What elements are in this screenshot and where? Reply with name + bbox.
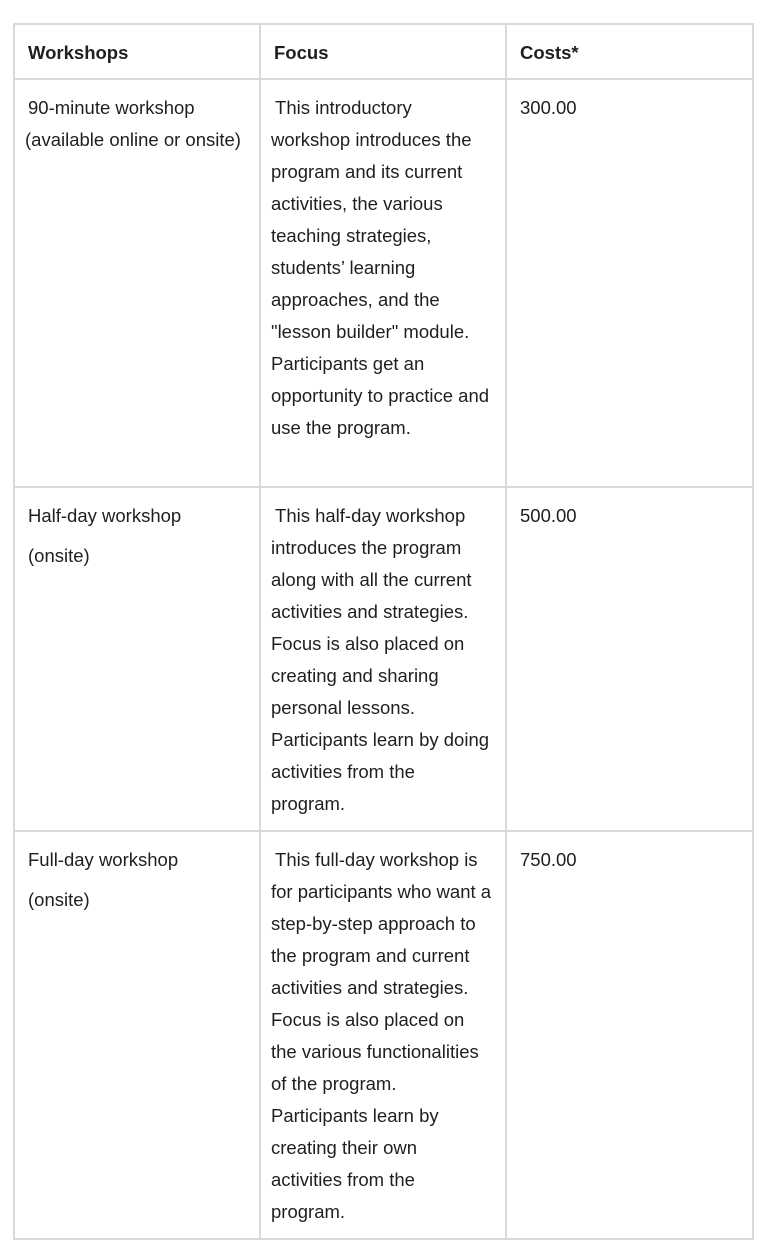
cost-value: 500.00: [520, 505, 577, 526]
cost-cell: [506, 831, 753, 1239]
focus-cell: [260, 831, 506, 1239]
workshop-name: Full-day workshop: [28, 849, 179, 870]
table-header-row: [14, 24, 753, 79]
focus-description: This full-day workshop is for participants who want a step-by-step approach to the program and current activities and strategies. Focus is also placed on the various functionalities of the program. Participants learn by creating their own activities from the program.: [271, 849, 492, 1222]
cost-cell: [506, 79, 753, 487]
header-costs: Costs*: [506, 24, 753, 79]
header-workshops: Workshops: [14, 24, 260, 79]
table-row: [14, 831, 753, 1239]
cost-cell: [506, 487, 753, 831]
table-row: [14, 487, 753, 831]
workshop-table-container: [13, 23, 754, 1240]
focus-description: This introductory workshop introduces the program and its current activities, the various teaching strategies, students’ learning approaches, and the "lesson builder" module. Participants get an opportunity to practice and use the program.: [271, 97, 490, 438]
header-focus: Focus: [260, 24, 506, 79]
workshop-mode: (onsite): [28, 545, 90, 566]
focus-description: This half-day workshop introduces the program along with all the current activities and strategies. Focus is also placed on creating and sharing personal lessons. Participants learn by doing activities from the program.: [271, 505, 490, 814]
workshop-mode: (available online or onsite): [25, 129, 241, 150]
cost-value: 300.00: [520, 97, 577, 118]
workshop-pricing-table: [13, 23, 754, 1240]
workshop-mode: (onsite): [28, 889, 90, 910]
workshop-name: 90-minute workshop: [28, 97, 195, 118]
workshop-cell: [14, 79, 260, 487]
focus-cell: [260, 79, 506, 487]
table-row: [14, 79, 753, 487]
workshop-name: Half-day workshop: [28, 505, 182, 526]
focus-cell: [260, 487, 506, 831]
workshop-cell: [14, 487, 260, 831]
workshop-cell: [14, 831, 260, 1239]
cost-value: 750.00: [520, 849, 577, 870]
